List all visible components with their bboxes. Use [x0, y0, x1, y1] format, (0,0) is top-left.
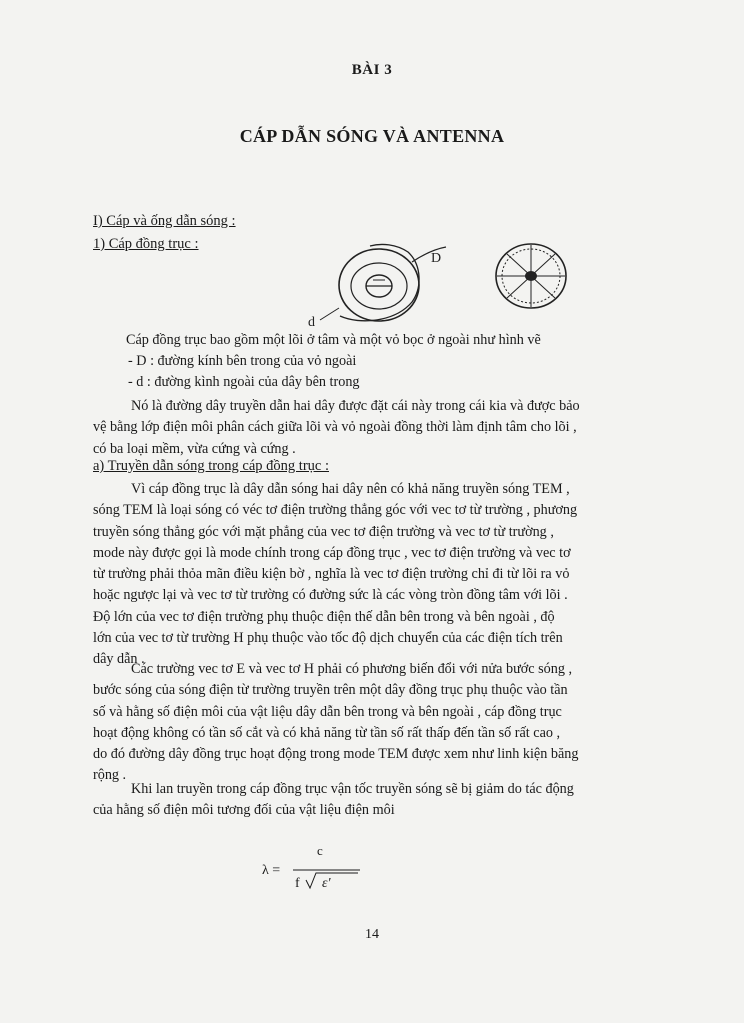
- text-line: hoặc ngược lại và vec tơ từ trường có đường sức là các vòng tròn đồng tâm với lõi .: [93, 587, 568, 604]
- text-line: bước sóng của sóng điện từ trường truyền trên một dây đồng trục phụ thuộc vào tần: [93, 682, 568, 699]
- text-line: mode này được gọi là mode chính trong cáp đồng trục , vec tơ điện trường và vec tơ: [93, 544, 571, 561]
- text-line: dây dẫn .: [93, 651, 145, 668]
- lesson-label: BÀI 3: [351, 62, 393, 78]
- text-line: số và hằng số điện môi của vật liệu dây dẫn bên trong và bên ngoài , cáp đồng trục: [93, 703, 562, 720]
- formula-lhs: λ =: [262, 863, 281, 878]
- paragraph-4: [93, 779, 653, 822]
- intro-text: Cáp đồng trục bao gồm một lõi ở tâm và một vỏ bọc ở ngoài như hình vẽ: [126, 332, 541, 348]
- wavelength-formula: [262, 842, 372, 892]
- paragraph-3: [93, 659, 653, 787]
- paragraph-1: [93, 396, 653, 460]
- text-line: do đó đường dây đồng trục hoạt động trong mode TEM được xem như linh kiện băng: [93, 746, 579, 763]
- list-item: - d : đường kình ngoài của dây bên trong: [128, 374, 360, 390]
- text-line: từ trường phải thỏa mãn điều kiện bờ , nghĩa là vec tơ điện trường chỉ đi từ lõi ra vỏ: [93, 566, 570, 583]
- text-line: Độ lớn của vec tơ điện trường phụ thuộc điện thế dẫn bên trong và bên ngoài , độ: [93, 608, 555, 625]
- text-line: lớn của vec tơ từ trường H phụ thuộc vào tốc độ dịch chuyển của các điện tích trên: [93, 630, 563, 647]
- subsection-heading: 1) Cáp đồng trục :: [93, 236, 199, 252]
- text-line: Khi lan truyền trong cáp đồng trục vận tốc truyền sóng sẽ bị giảm do tác động: [131, 781, 574, 797]
- text-line: sóng TEM là loại sóng có véc tơ điện trường thẳng góc với vec tơ từ trường , phương: [93, 502, 578, 519]
- formula-f: f: [295, 876, 300, 891]
- text-line: vệ bằng lớp điện môi phân cách giữa lõi và vỏ ngoài đồng thời làm định tâm cho lõi ,: [93, 419, 577, 436]
- text-line: truyền sóng thẳng góc với mặt phẳng của vec tơ điện trường và vec tơ từ trường ,: [93, 523, 554, 540]
- text-line: Nó là đường dây truyền dẫn hai dây được đặt cái này trong cái kia và được bảo: [131, 398, 580, 414]
- subsection-heading-a: a) Truyền dẫn sóng trong cáp đồng trục :: [93, 458, 329, 474]
- label-D: D: [431, 251, 442, 266]
- coaxial-cross-section-diagram: [300, 240, 450, 330]
- text-line: Vì cáp đồng trục là dây dẫn sóng hai dây nên có khả năng truyền sóng TEM ,: [131, 481, 570, 497]
- text-line: có ba loại mềm, vừa cứng và cứng .: [93, 440, 296, 457]
- formula-numerator: c: [317, 843, 323, 858]
- text-line: của hằng số điện môi tương đối của vật liệu điện môi: [93, 802, 395, 819]
- formula-epsilon: ε': [322, 876, 331, 891]
- page-title: CÁP DẪN SÓNG VÀ ANTENNA: [239, 126, 505, 146]
- paragraph-2: [93, 479, 653, 671]
- list-item: - D : đường kính bên trong của vỏ ngoài: [128, 353, 357, 369]
- label-d: d: [308, 315, 315, 330]
- page-number: 14: [365, 927, 379, 942]
- field-pattern-diagram: [492, 240, 572, 320]
- text-line: Các trường vec tơ E và vec tơ H phải có phương biến đổi với nửa bước sóng ,: [131, 661, 573, 677]
- section-heading: I) Cáp và ống dẫn sóng :: [93, 213, 236, 229]
- text-line: hoạt động không có tần số cắt và có khả năng từ tần số rất thấp đến tần số rất cao ,: [93, 724, 561, 741]
- text-line: rộng .: [93, 767, 127, 784]
